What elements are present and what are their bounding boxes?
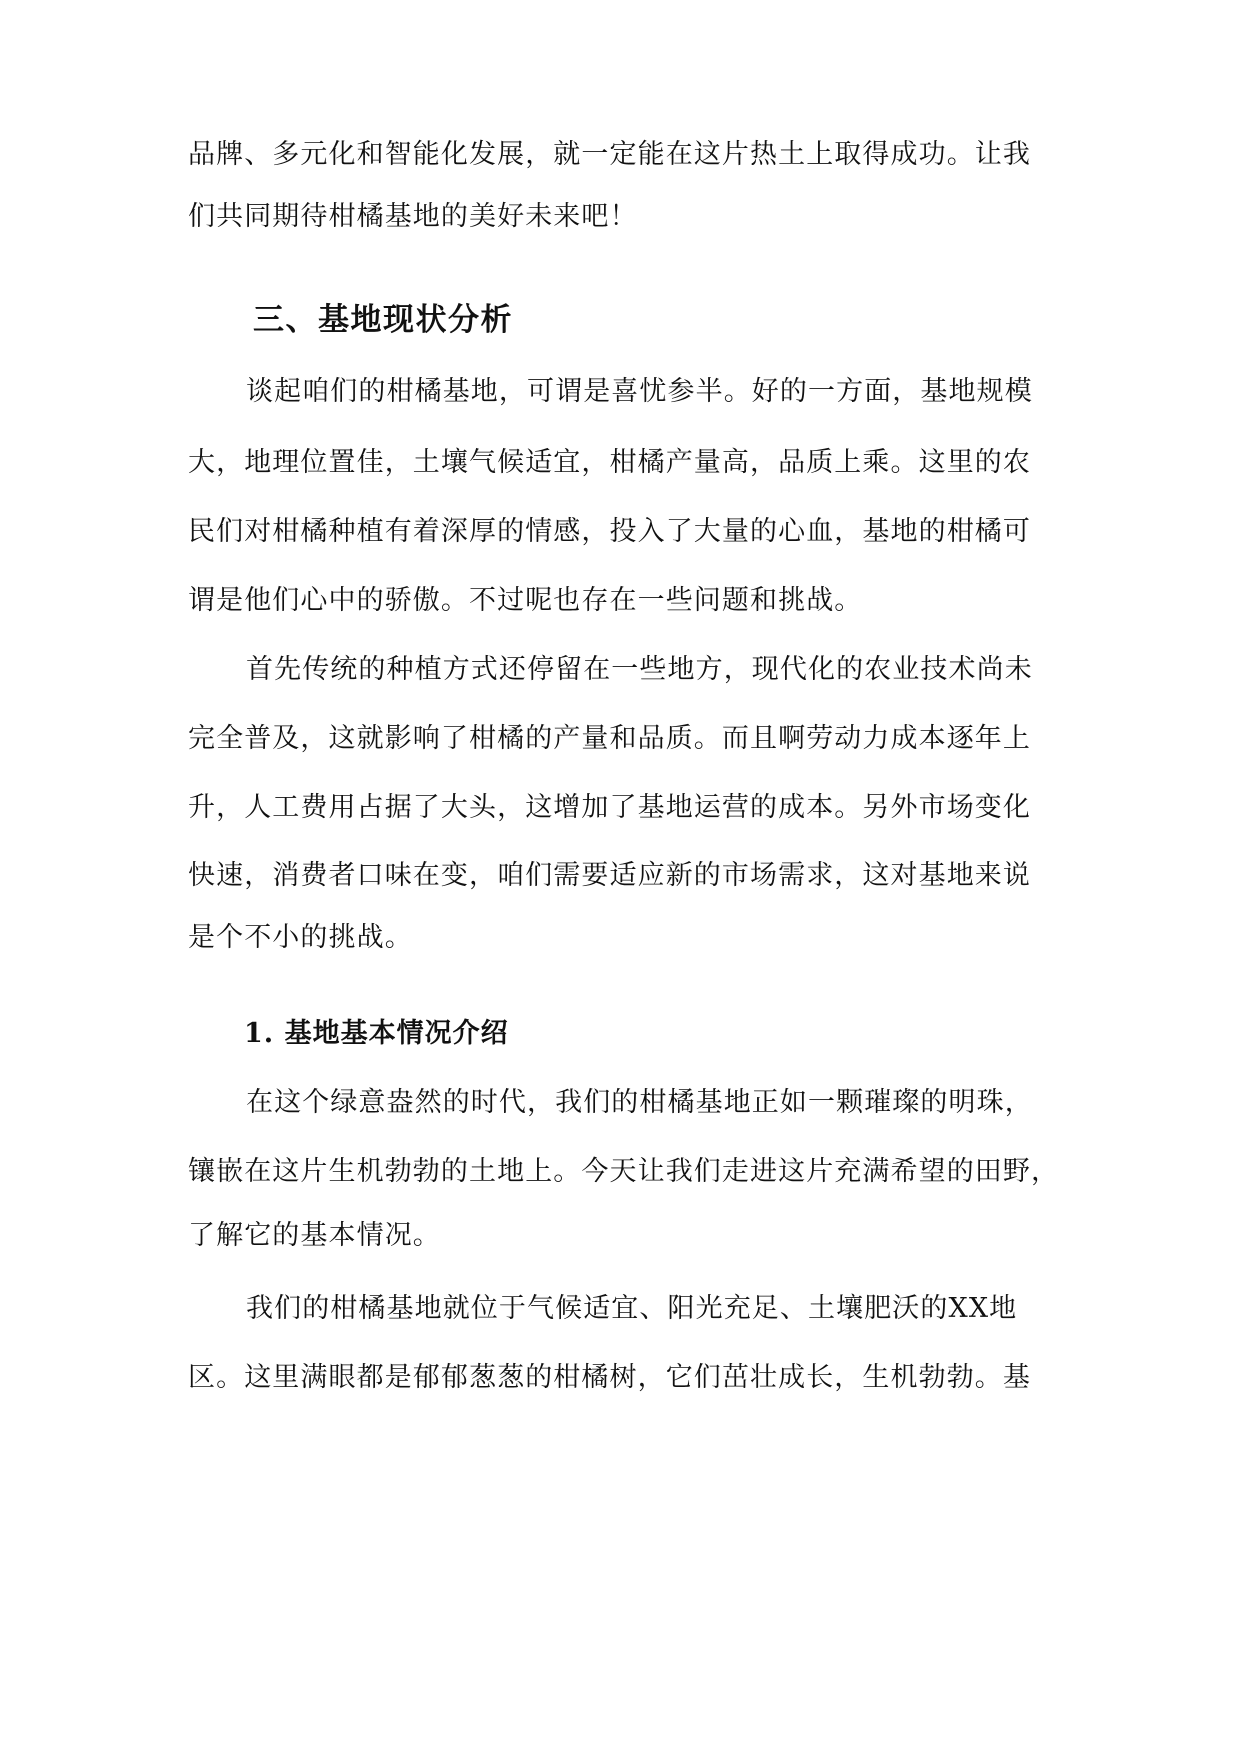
paragraph-line: 谈起咱们的柑橘基地，可谓是喜忧参半。好的一方面，基地规模 [246,376,1033,407]
intro-line-1: 品牌、多元化和智能化发展，就一定能在这片热土上取得成功。让我 [188,139,1031,170]
paragraph-line: 升，人工费用占据了大头，这增加了基地运营的成本。另外市场变化 [188,792,1031,823]
paragraph-line: 镶嵌在这片生机勃勃的土地上。今天让我们走进这片充满希望的田野， [188,1156,1060,1187]
section-heading: 三、基地现状分析 [253,302,513,338]
paragraph-line: 大，地理位置佳，土壤气候适宜，柑橘产量高，品质上乘。这里的农 [188,447,1031,478]
paragraph-line: 快速，消费者口味在变，咱们需要适应新的市场需求，这对基地来说 [188,860,1031,891]
paragraph-line: 在这个绿意盎然的时代，我们的柑橘基地正如一颗璀璨的明珠， [246,1087,1033,1118]
paragraph-line: 我们的柑橘基地就位于气候适宜、阳光充足、土壤肥沃的XX地 [246,1293,1018,1324]
paragraph-line: 是个不小的挑战。 [188,922,413,953]
paragraph-line: 谓是他们心中的骄傲。不过呢也存在一些问题和挑战。 [188,585,863,616]
paragraph-line: 完全普及，这就影响了柑橘的产量和品质。而且啊劳动力成本逐年上 [188,723,1031,754]
paragraph-line: 了解它的基本情况。 [188,1220,441,1251]
intro-line-2: 们共同期待柑橘基地的美好未来吧！ [188,201,638,232]
paragraph-line: 首先传统的种植方式还停留在一些地方，现代化的农业技术尚未 [246,654,1033,685]
subsection-heading: 1. 基地基本情况介绍 [244,1018,509,1049]
paragraph-line: 民们对柑橘种植有着深厚的情感，投入了大量的心血，基地的柑橘可 [188,516,1031,547]
paragraph-line: 区。这里满眼都是郁郁葱葱的柑橘树，它们茁壮成长，生机勃勃。基 [188,1362,1031,1393]
